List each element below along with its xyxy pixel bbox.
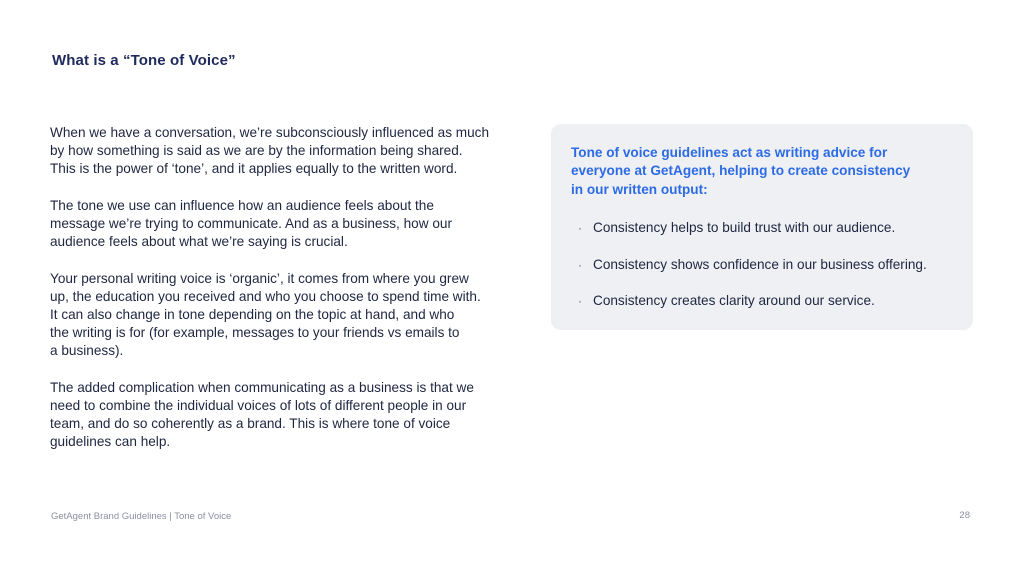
bullet-icon: · xyxy=(578,257,582,272)
bullet-icon: · xyxy=(578,221,582,235)
paragraph xyxy=(50,270,530,361)
paragraph-line: guidelines can help. xyxy=(50,434,171,450)
list-item-text: Consistency shows confidence in our business offering. xyxy=(593,256,927,272)
callout-heading-line: Tone of voice guidelines act as writing advice for xyxy=(571,145,888,160)
paragraph-line: It can also change in tone depending on the topic at hand, and who xyxy=(50,307,455,322)
paragraph-line: a business). xyxy=(50,343,124,359)
paragraph-line: message we’re trying to communicate. And as a business, how our xyxy=(50,216,452,231)
paragraph xyxy=(50,379,530,452)
list-item-text: Consistency helps to build trust with our audience. xyxy=(593,220,896,235)
list-item-text: Consistency creates clarity around our service. xyxy=(593,293,875,308)
paragraph-line: team, and do so coherently as a brand. This is where tone of voice xyxy=(50,416,451,432)
paragraph-line: by how something is said as we are by the information being shared. xyxy=(50,143,463,159)
paragraph-line: The added complication when communicating as a business is that we xyxy=(50,379,474,395)
callout-box xyxy=(551,124,973,330)
list-item xyxy=(578,219,927,237)
bullet-icon: · xyxy=(578,294,582,308)
paragraph xyxy=(50,124,530,179)
callout-heading-line: in our written output: xyxy=(571,181,708,197)
paragraph-line: The tone we use can influence how an audience feels about the xyxy=(50,197,434,213)
page-number: 28 xyxy=(959,510,970,521)
paragraph-line: When we have a conversation, we’re subconsciously influenced as much xyxy=(50,125,490,140)
footer-label: GetAgent Brand Guidelines | Tone of Voice xyxy=(51,511,232,522)
callout-heading-line: everyone at GetAgent, helping to create consistency xyxy=(571,163,911,179)
page-title: What is a “Tone of Voice” xyxy=(52,52,236,69)
list-item xyxy=(578,292,927,310)
paragraph-line: This is the power of ‘tone’, and it applies equally to the written word. xyxy=(50,161,458,177)
paragraph xyxy=(50,197,530,252)
callout-list xyxy=(578,219,927,329)
paragraph-line: audience feels about what we’re saying is crucial. xyxy=(50,234,348,250)
paragraph-line: Your personal writing voice is ‘organic’, it comes from where you grew xyxy=(50,270,469,286)
body-text xyxy=(50,124,530,470)
paragraph-line: need to combine the individual voices of lots of different people in our xyxy=(50,398,467,413)
paragraph-line: the writing is for (for example, messages to your friends vs emails to xyxy=(50,325,460,341)
paragraph-line: up, the education you received and who you choose to spend time with. xyxy=(50,288,481,304)
callout-heading xyxy=(571,144,910,199)
list-item xyxy=(578,256,927,274)
